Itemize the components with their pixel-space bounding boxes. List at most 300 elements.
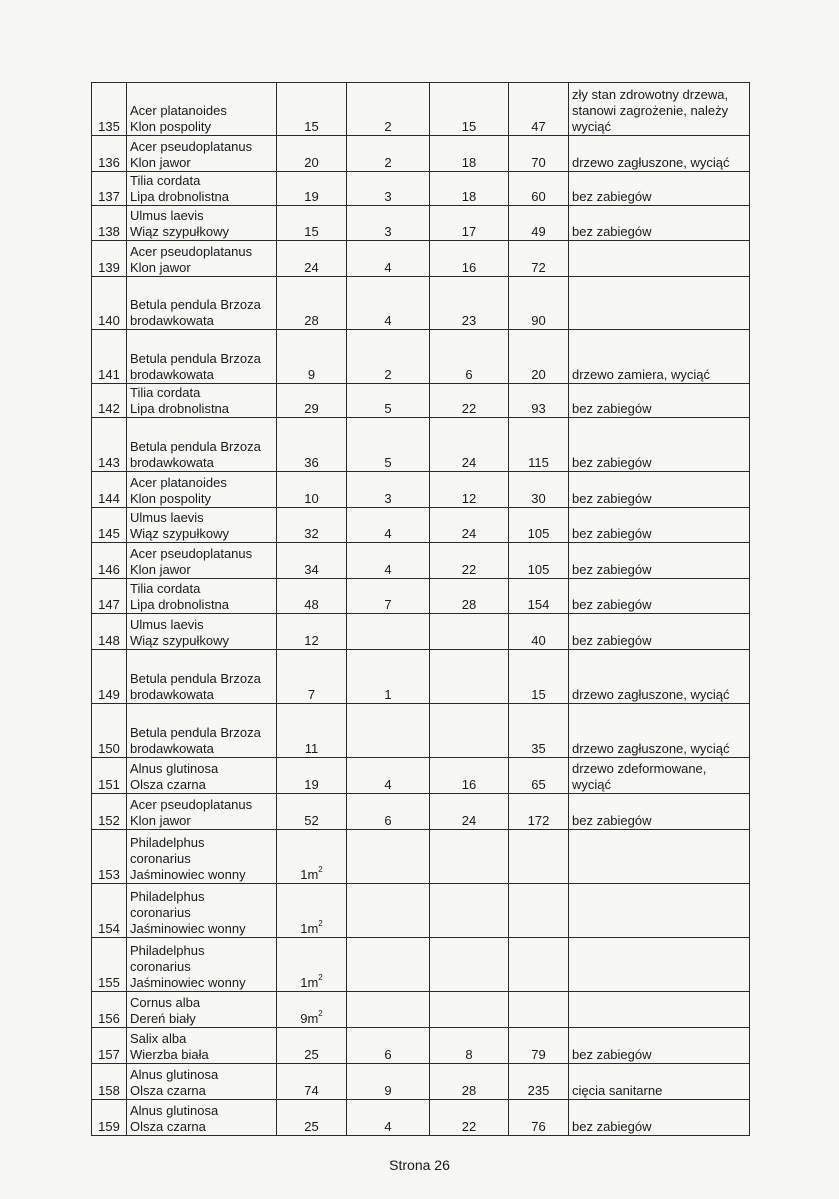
value-col-1-text: 29 (304, 401, 319, 416)
treatment-note (569, 938, 750, 992)
table-row (92, 83, 750, 136)
value-col-2 (347, 1100, 430, 1136)
species-name-line: brodawkowata (130, 687, 214, 702)
value-col-3-text: 24 (461, 813, 477, 828)
value-col-2 (347, 472, 430, 508)
value-col-2 (347, 136, 430, 172)
species-name-line: Philadelphus (130, 835, 205, 850)
species-name-line: Ulmus laevis (130, 510, 204, 525)
value-col-1-text: 28 (304, 313, 319, 328)
value-col-2-text: 1 (384, 687, 392, 702)
value-col-1 (277, 704, 347, 758)
value-col-4-text: 105 (527, 526, 550, 541)
treatment-note (569, 543, 750, 579)
species-name-line: Jaśminowiec wonny (130, 921, 246, 936)
species-name-line: Betula pendula Brzoza (130, 439, 261, 454)
species-name (127, 1064, 277, 1100)
treatment-note (569, 884, 750, 938)
species-name-line: Betula pendula Brzoza (130, 297, 261, 312)
species-name (127, 704, 277, 758)
species-name (127, 1100, 277, 1136)
row-number (92, 614, 127, 650)
row-number-text: 137 (98, 189, 120, 204)
value-col-3 (430, 758, 509, 794)
value-col-1 (277, 1028, 347, 1064)
row-number-text: 138 (98, 224, 120, 239)
value-col-2-text: 3 (384, 189, 392, 204)
species-name (127, 241, 277, 277)
value-col-3-text: 8 (465, 1047, 473, 1062)
species-name-line: brodawkowata (130, 313, 214, 328)
value-col-2 (347, 241, 430, 277)
row-number (92, 241, 127, 277)
table-row (92, 579, 750, 614)
value-col-4-text: 93 (531, 401, 546, 416)
row-number-text: 158 (98, 1083, 120, 1098)
row-number (92, 938, 127, 992)
species-name-line: Betula pendula Brzoza (130, 351, 261, 366)
value-col-4 (509, 1064, 569, 1100)
value-col-4 (509, 330, 569, 384)
species-name-line: Wiąz szypułkowy (130, 526, 229, 541)
unit-exponent: 2 (318, 919, 323, 928)
species-name-line: Wiąz szypułkowy (130, 633, 229, 648)
value-col-4-text: 76 (531, 1119, 546, 1134)
value-col-3 (430, 938, 509, 992)
value-col-2-text: 4 (384, 526, 392, 541)
species-name (127, 650, 277, 704)
species-name-line: Klon pospolity (130, 119, 211, 134)
species-name (127, 938, 277, 992)
value-col-3-text: 24 (461, 455, 477, 470)
table-row (92, 1100, 750, 1136)
value-col-2 (347, 384, 430, 418)
value-col-4-text: 49 (531, 224, 546, 239)
row-number (92, 330, 127, 384)
value-col-3-text: 22 (461, 562, 477, 577)
value-col-4 (509, 241, 569, 277)
row-number (92, 794, 127, 830)
species-name-line: Lipa drobnolistna (130, 189, 230, 204)
row-number-text: 146 (98, 562, 120, 577)
value-col-4 (509, 83, 569, 136)
treatment-note-line: bez zabiegów (572, 224, 652, 239)
value-col-4-text: 115 (528, 455, 549, 470)
value-col-4 (509, 277, 569, 330)
value-col-1 (277, 992, 347, 1028)
species-name (127, 136, 277, 172)
value-col-3-text: 18 (461, 155, 477, 170)
species-name-line: Alnus glutinosa (130, 1067, 219, 1082)
row-number (92, 1100, 127, 1136)
table-row (92, 830, 750, 884)
treatment-note-line: wyciąć (572, 119, 612, 134)
value-col-2 (347, 508, 430, 543)
value-col-2-text: 5 (384, 455, 392, 470)
value-col-4-text: 47 (531, 119, 546, 134)
species-name-line: Acer pseudoplatanus (130, 797, 253, 812)
treatment-note-line: drzewo zdeformowane, wyciąć (572, 761, 707, 792)
value-col-3-text: 12 (461, 491, 477, 506)
species-name-line: Alnus glutinosa (130, 1103, 219, 1118)
row-number (92, 579, 127, 614)
value-col-4 (509, 884, 569, 938)
value-col-3 (430, 884, 509, 938)
treatment-note-line: bez zabiegów (572, 597, 652, 612)
treatment-note (569, 794, 750, 830)
species-name-line: Klon pospolity (130, 491, 211, 506)
species-name-line: Lipa drobnolistna (130, 401, 230, 416)
value-col-4 (509, 136, 569, 172)
value-col-4 (509, 830, 569, 884)
species-name-line: Tilia cordata (130, 385, 201, 400)
row-number-text: 155 (98, 975, 120, 990)
value-col-3 (430, 241, 509, 277)
treatment-note (569, 330, 750, 384)
table-row (92, 136, 750, 172)
value-col-1 (277, 136, 347, 172)
species-name-line: Tilia cordata (130, 581, 201, 596)
species-name-line: brodawkowata (130, 455, 214, 470)
value-col-3 (430, 418, 509, 472)
value-col-1 (277, 508, 347, 543)
value-col-4-text: 79 (531, 1047, 546, 1062)
value-col-4 (509, 418, 569, 472)
row-number-text: 139 (98, 260, 120, 275)
species-name-line (130, 281, 273, 297)
value-col-4-text: 20 (531, 367, 546, 382)
row-number-text: 147 (98, 597, 120, 612)
value-col-2 (347, 1064, 430, 1100)
value-col-4 (509, 614, 569, 650)
unit-exponent: 2 (318, 1009, 323, 1018)
value-col-1-text: 9m (300, 1011, 319, 1026)
value-col-4 (509, 758, 569, 794)
species-name (127, 472, 277, 508)
table-row (92, 241, 750, 277)
species-name-line: Philadelphus (130, 889, 205, 904)
page-footer: Strona 26 (389, 1157, 450, 1173)
value-col-1-text: 52 (304, 813, 319, 828)
table-row (92, 704, 750, 758)
value-col-2-text: 4 (384, 313, 392, 328)
species-name-line: coronarius (130, 959, 191, 974)
value-col-1 (277, 938, 347, 992)
value-col-1-text: 24 (304, 260, 319, 275)
value-col-1-text: 34 (304, 562, 319, 577)
row-number-text: 151 (98, 777, 120, 792)
table-row (92, 508, 750, 543)
treatment-note (569, 830, 750, 884)
value-col-4 (509, 206, 569, 241)
table-row (92, 384, 750, 418)
value-col-1 (277, 650, 347, 704)
value-col-4-text: 235 (527, 1083, 550, 1098)
treatment-note (569, 614, 750, 650)
species-name-line: Wierzba biała (130, 1047, 209, 1062)
row-number-text: 149 (98, 687, 120, 702)
value-col-3 (430, 1064, 509, 1100)
treatment-note-line: cięcia sanitarne (572, 1083, 663, 1098)
value-col-4-text: 40 (531, 633, 546, 648)
row-number (92, 83, 127, 136)
table-row (92, 172, 750, 206)
treatment-note-line: bez zabiegów (572, 491, 652, 506)
row-number-text: 136 (98, 155, 120, 170)
value-col-1-text: 20 (304, 155, 319, 170)
species-name (127, 277, 277, 330)
treatment-note-line: zły stan zdrowotny drzewa, (572, 87, 729, 102)
value-col-3-text: 22 (461, 401, 477, 416)
species-name (127, 418, 277, 472)
table-row (92, 206, 750, 241)
value-col-2-text: 4 (384, 777, 392, 792)
row-number-text: 148 (98, 633, 120, 648)
value-col-3 (430, 330, 509, 384)
table-row (92, 1028, 750, 1064)
value-col-2-text: 2 (384, 367, 392, 382)
species-name-line: coronarius (130, 851, 191, 866)
value-col-4 (509, 172, 569, 206)
value-col-3 (430, 704, 509, 758)
value-col-1-text: 15 (304, 119, 319, 134)
treatment-note (569, 1064, 750, 1100)
value-col-4 (509, 543, 569, 579)
species-name-line: Philadelphus (130, 943, 205, 958)
value-col-4-text: 60 (531, 189, 546, 204)
species-name-line: Betula pendula Brzoza (130, 671, 261, 686)
treatment-note-line: drzewo zamiera, wyciąć (572, 367, 710, 382)
value-col-2-text: 2 (384, 155, 392, 170)
species-name (127, 543, 277, 579)
value-col-1 (277, 579, 347, 614)
treatment-note (569, 1028, 750, 1064)
value-col-1-text: 25 (304, 1047, 319, 1062)
treatment-note-line: bez zabiegów (572, 633, 652, 648)
row-number-text: 157 (98, 1047, 120, 1062)
treatment-note-line: bez zabiegów (572, 813, 652, 828)
treatment-note (569, 206, 750, 241)
value-col-1 (277, 472, 347, 508)
treatment-note-line: bez zabiegów (572, 401, 652, 416)
value-col-3 (430, 136, 509, 172)
species-name (127, 992, 277, 1028)
value-col-4-text: 154 (527, 597, 550, 612)
species-name-line (130, 423, 273, 439)
treatment-note (569, 277, 750, 330)
value-col-1 (277, 830, 347, 884)
value-col-2 (347, 206, 430, 241)
value-col-1 (277, 1064, 347, 1100)
row-number-text: 159 (98, 1119, 120, 1134)
species-name (127, 830, 277, 884)
species-name-line: Acer pseudoplatanus (130, 244, 253, 259)
table-row (92, 938, 750, 992)
species-name-line (130, 655, 273, 671)
treatment-note (569, 172, 750, 206)
value-col-2-text: 3 (384, 491, 392, 506)
value-col-4 (509, 794, 569, 830)
value-col-3-text: 16 (461, 260, 477, 275)
table-row (92, 543, 750, 579)
value-col-3 (430, 992, 509, 1028)
row-number-text: 135 (98, 119, 120, 134)
species-name (127, 83, 277, 136)
treatment-note-line: bez zabiegów (572, 526, 652, 541)
row-number (92, 136, 127, 172)
species-name-line: Acer platanoides (130, 103, 227, 118)
value-col-2 (347, 330, 430, 384)
value-col-3 (430, 579, 509, 614)
table-row (92, 884, 750, 938)
treatment-note-line: drzewo zagłuszone, wyciąć (572, 687, 730, 702)
row-number (92, 704, 127, 758)
value-col-4-text: 72 (531, 260, 546, 275)
value-col-2 (347, 704, 430, 758)
value-col-4 (509, 384, 569, 418)
treatment-note-line: bez zabiegów (572, 562, 652, 577)
value-col-2-text: 5 (384, 401, 392, 416)
species-name (127, 330, 277, 384)
value-col-3-text: 23 (461, 313, 477, 328)
value-col-4 (509, 992, 569, 1028)
value-col-4-text: 90 (531, 313, 546, 328)
value-col-1-text: 36 (304, 455, 319, 470)
value-col-2 (347, 1028, 430, 1064)
treatment-note (569, 508, 750, 543)
value-col-4 (509, 472, 569, 508)
row-number-text: 143 (98, 455, 120, 470)
value-col-3 (430, 277, 509, 330)
species-name (127, 172, 277, 206)
value-col-2 (347, 650, 430, 704)
species-name-line: Klon jawor (130, 260, 191, 275)
value-col-3 (430, 206, 509, 241)
unit-exponent: 2 (318, 865, 323, 874)
row-number (92, 1028, 127, 1064)
value-col-1 (277, 418, 347, 472)
value-col-4-text: 65 (531, 777, 546, 792)
value-col-1 (277, 330, 347, 384)
row-number (92, 472, 127, 508)
value-col-2-text: 4 (384, 260, 392, 275)
value-col-4 (509, 938, 569, 992)
species-name (127, 794, 277, 830)
row-number (92, 992, 127, 1028)
species-name-line: Klon jawor (130, 562, 191, 577)
value-col-1 (277, 884, 347, 938)
row-number (92, 884, 127, 938)
value-col-2 (347, 758, 430, 794)
species-name-line: Jaśminowiec wonny (130, 867, 246, 882)
value-col-3 (430, 83, 509, 136)
value-col-2-text: 9 (384, 1083, 392, 1098)
value-col-2 (347, 830, 430, 884)
value-col-4 (509, 508, 569, 543)
row-number-text: 142 (98, 401, 120, 416)
treatment-note (569, 384, 750, 418)
value-col-2 (347, 83, 430, 136)
species-name-line: Lipa drobnolistna (130, 597, 230, 612)
species-name-line: Wiąz szypułkowy (130, 224, 229, 239)
value-col-4 (509, 1100, 569, 1136)
value-col-3 (430, 508, 509, 543)
value-col-2 (347, 418, 430, 472)
value-col-4-text: 35 (531, 741, 546, 756)
treatment-note (569, 704, 750, 758)
row-number (92, 830, 127, 884)
row-number (92, 172, 127, 206)
treatment-note-line: stanowi zagrożenie, należy (572, 103, 729, 118)
value-col-2-text: 2 (384, 119, 392, 134)
value-col-2 (347, 277, 430, 330)
species-name-line: Salix alba (130, 1031, 187, 1046)
row-number-text: 145 (98, 526, 120, 541)
row-number (92, 508, 127, 543)
value-col-2 (347, 884, 430, 938)
row-number (92, 650, 127, 704)
value-col-1-text: 10 (304, 491, 319, 506)
value-col-3-text: 16 (461, 777, 477, 792)
row-number-text: 156 (98, 1011, 120, 1026)
value-col-4-text: 70 (531, 155, 546, 170)
value-col-2 (347, 992, 430, 1028)
row-number (92, 543, 127, 579)
value-col-4 (509, 650, 569, 704)
value-col-3 (430, 172, 509, 206)
value-col-3 (430, 1028, 509, 1064)
value-col-2-text: 3 (384, 224, 392, 239)
row-number-text: 152 (98, 813, 120, 828)
table-row (92, 277, 750, 330)
value-col-3 (430, 614, 509, 650)
value-col-2-text: 6 (384, 813, 392, 828)
species-name-line: Ulmus laevis (130, 208, 204, 223)
species-name-line: Klon jawor (130, 813, 191, 828)
species-name (127, 884, 277, 938)
species-name-line: Tilia cordata (130, 173, 201, 188)
species-name-line: Acer pseudoplatanus (130, 546, 253, 561)
species-name-line: brodawkowata (130, 367, 214, 382)
value-col-1-text: 1m (300, 975, 319, 990)
species-name-line: Acer platanoides (130, 475, 227, 490)
row-number (92, 758, 127, 794)
value-col-3 (430, 830, 509, 884)
value-col-1 (277, 543, 347, 579)
value-col-1 (277, 758, 347, 794)
value-col-1-text: 12 (304, 633, 319, 648)
value-col-1 (277, 83, 347, 136)
value-col-3-text: 28 (461, 597, 477, 612)
table-row (92, 992, 750, 1028)
row-number (92, 418, 127, 472)
value-col-3 (430, 794, 509, 830)
value-col-2-text: 4 (384, 562, 392, 577)
value-col-4-text: 15 (531, 687, 546, 702)
value-col-3-text: 24 (461, 526, 477, 541)
value-col-1 (277, 206, 347, 241)
value-col-3-text: 22 (461, 1119, 477, 1134)
table-row (92, 418, 750, 472)
treatment-note-line: bez zabiegów (572, 1119, 652, 1134)
value-col-1-text: 25 (304, 1119, 319, 1134)
value-col-1 (277, 241, 347, 277)
species-name-line: Betula pendula Brzoza (130, 725, 261, 740)
treatment-note (569, 83, 750, 136)
value-col-1 (277, 614, 347, 650)
value-col-3 (430, 543, 509, 579)
species-name-line: Olsza czarna (130, 1119, 206, 1134)
